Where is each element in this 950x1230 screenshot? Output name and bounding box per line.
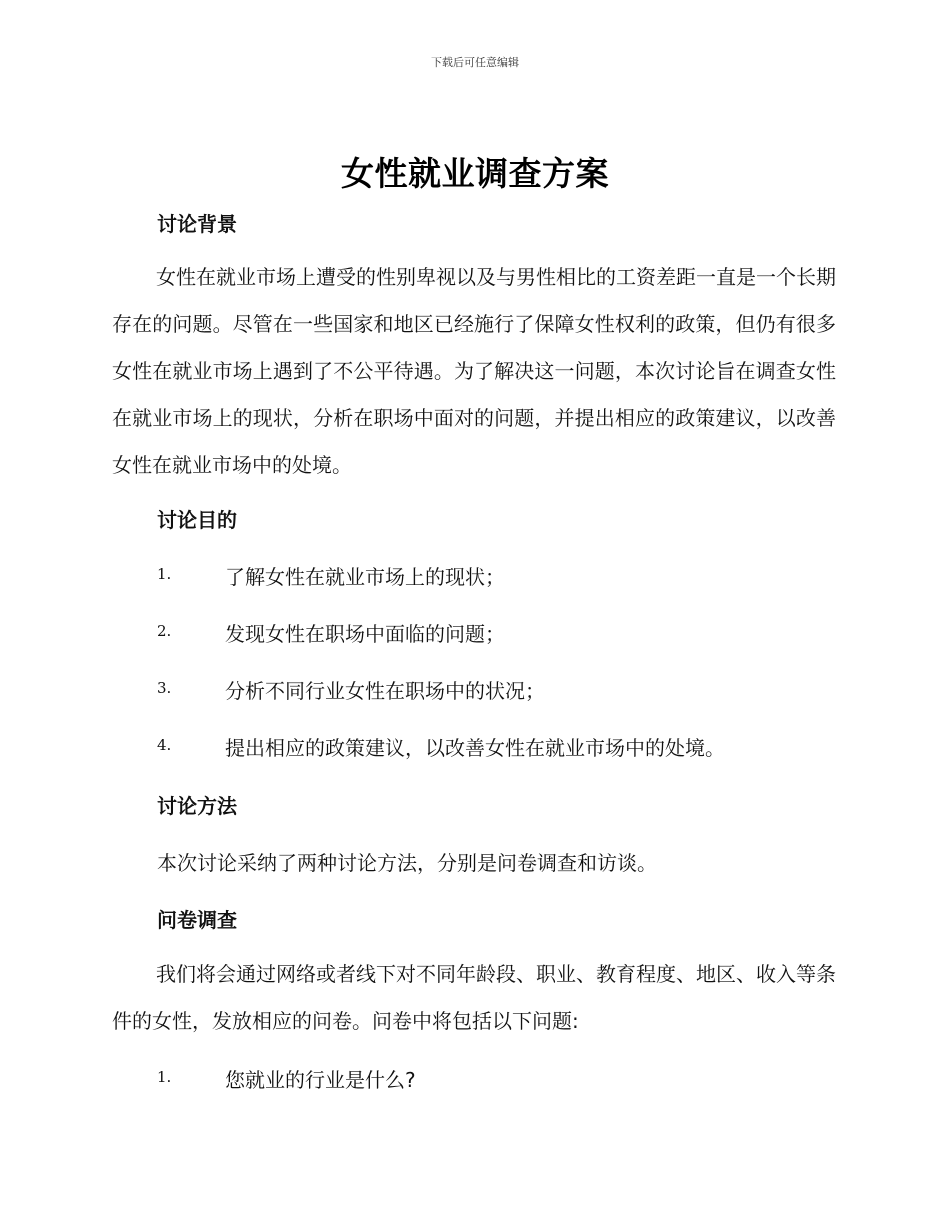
list-number: 2.: [157, 622, 172, 640]
list-text: 分析不同行业女性在职场中的状况；: [225, 679, 545, 703]
document-title: 女性就业调查方案: [341, 154, 609, 193]
header-note: 下载后可任意编辑: [431, 56, 519, 69]
list-text: 发现女性在职场中面临的问题；: [225, 622, 505, 646]
list-number: 4.: [157, 736, 172, 754]
paragraph-survey: 我们将会通过网络或者线下对不同年龄段、职业、教育程度、地区、收入等条件的女性，发放相应的问卷。问卷中将包括以下问题:: [112, 962, 836, 1033]
list-number: 3.: [157, 679, 172, 697]
paragraph-background: 女性在就业市场上遭受的性别卑视以及与男性相比的工资差距一直是一个长期存在的问题。尽管在一些国家和地区已经施行了保障女性权利的政策，但仍有很多女性在就业市场上遇到了不公平待遇。为了解决这一问题，本次讨论旨在调查女性在就业市场上的现状，分析在职场中面对的问题，并提出相应的政策建议，以改善女性在就业市场中的处境。: [112, 265, 836, 477]
list-text: 您就业的行业是什么?: [225, 1068, 416, 1092]
heading-background: 讨论背景: [157, 212, 237, 236]
list-number: 1.: [157, 565, 172, 583]
paragraph-method: 本次讨论采纳了两种讨论方法，分别是问卷调查和访谈。: [157, 851, 657, 875]
heading-purpose: 讨论目的: [157, 508, 237, 532]
list-number: 1.: [157, 1068, 172, 1086]
heading-method: 讨论方法: [157, 794, 237, 818]
heading-survey: 问卷调查: [157, 908, 237, 932]
list-text: 了解女性在就业市场上的现状；: [225, 565, 505, 589]
list-text: 提出相应的政策建议，以改善女性在就业市场中的处境。: [225, 736, 725, 760]
